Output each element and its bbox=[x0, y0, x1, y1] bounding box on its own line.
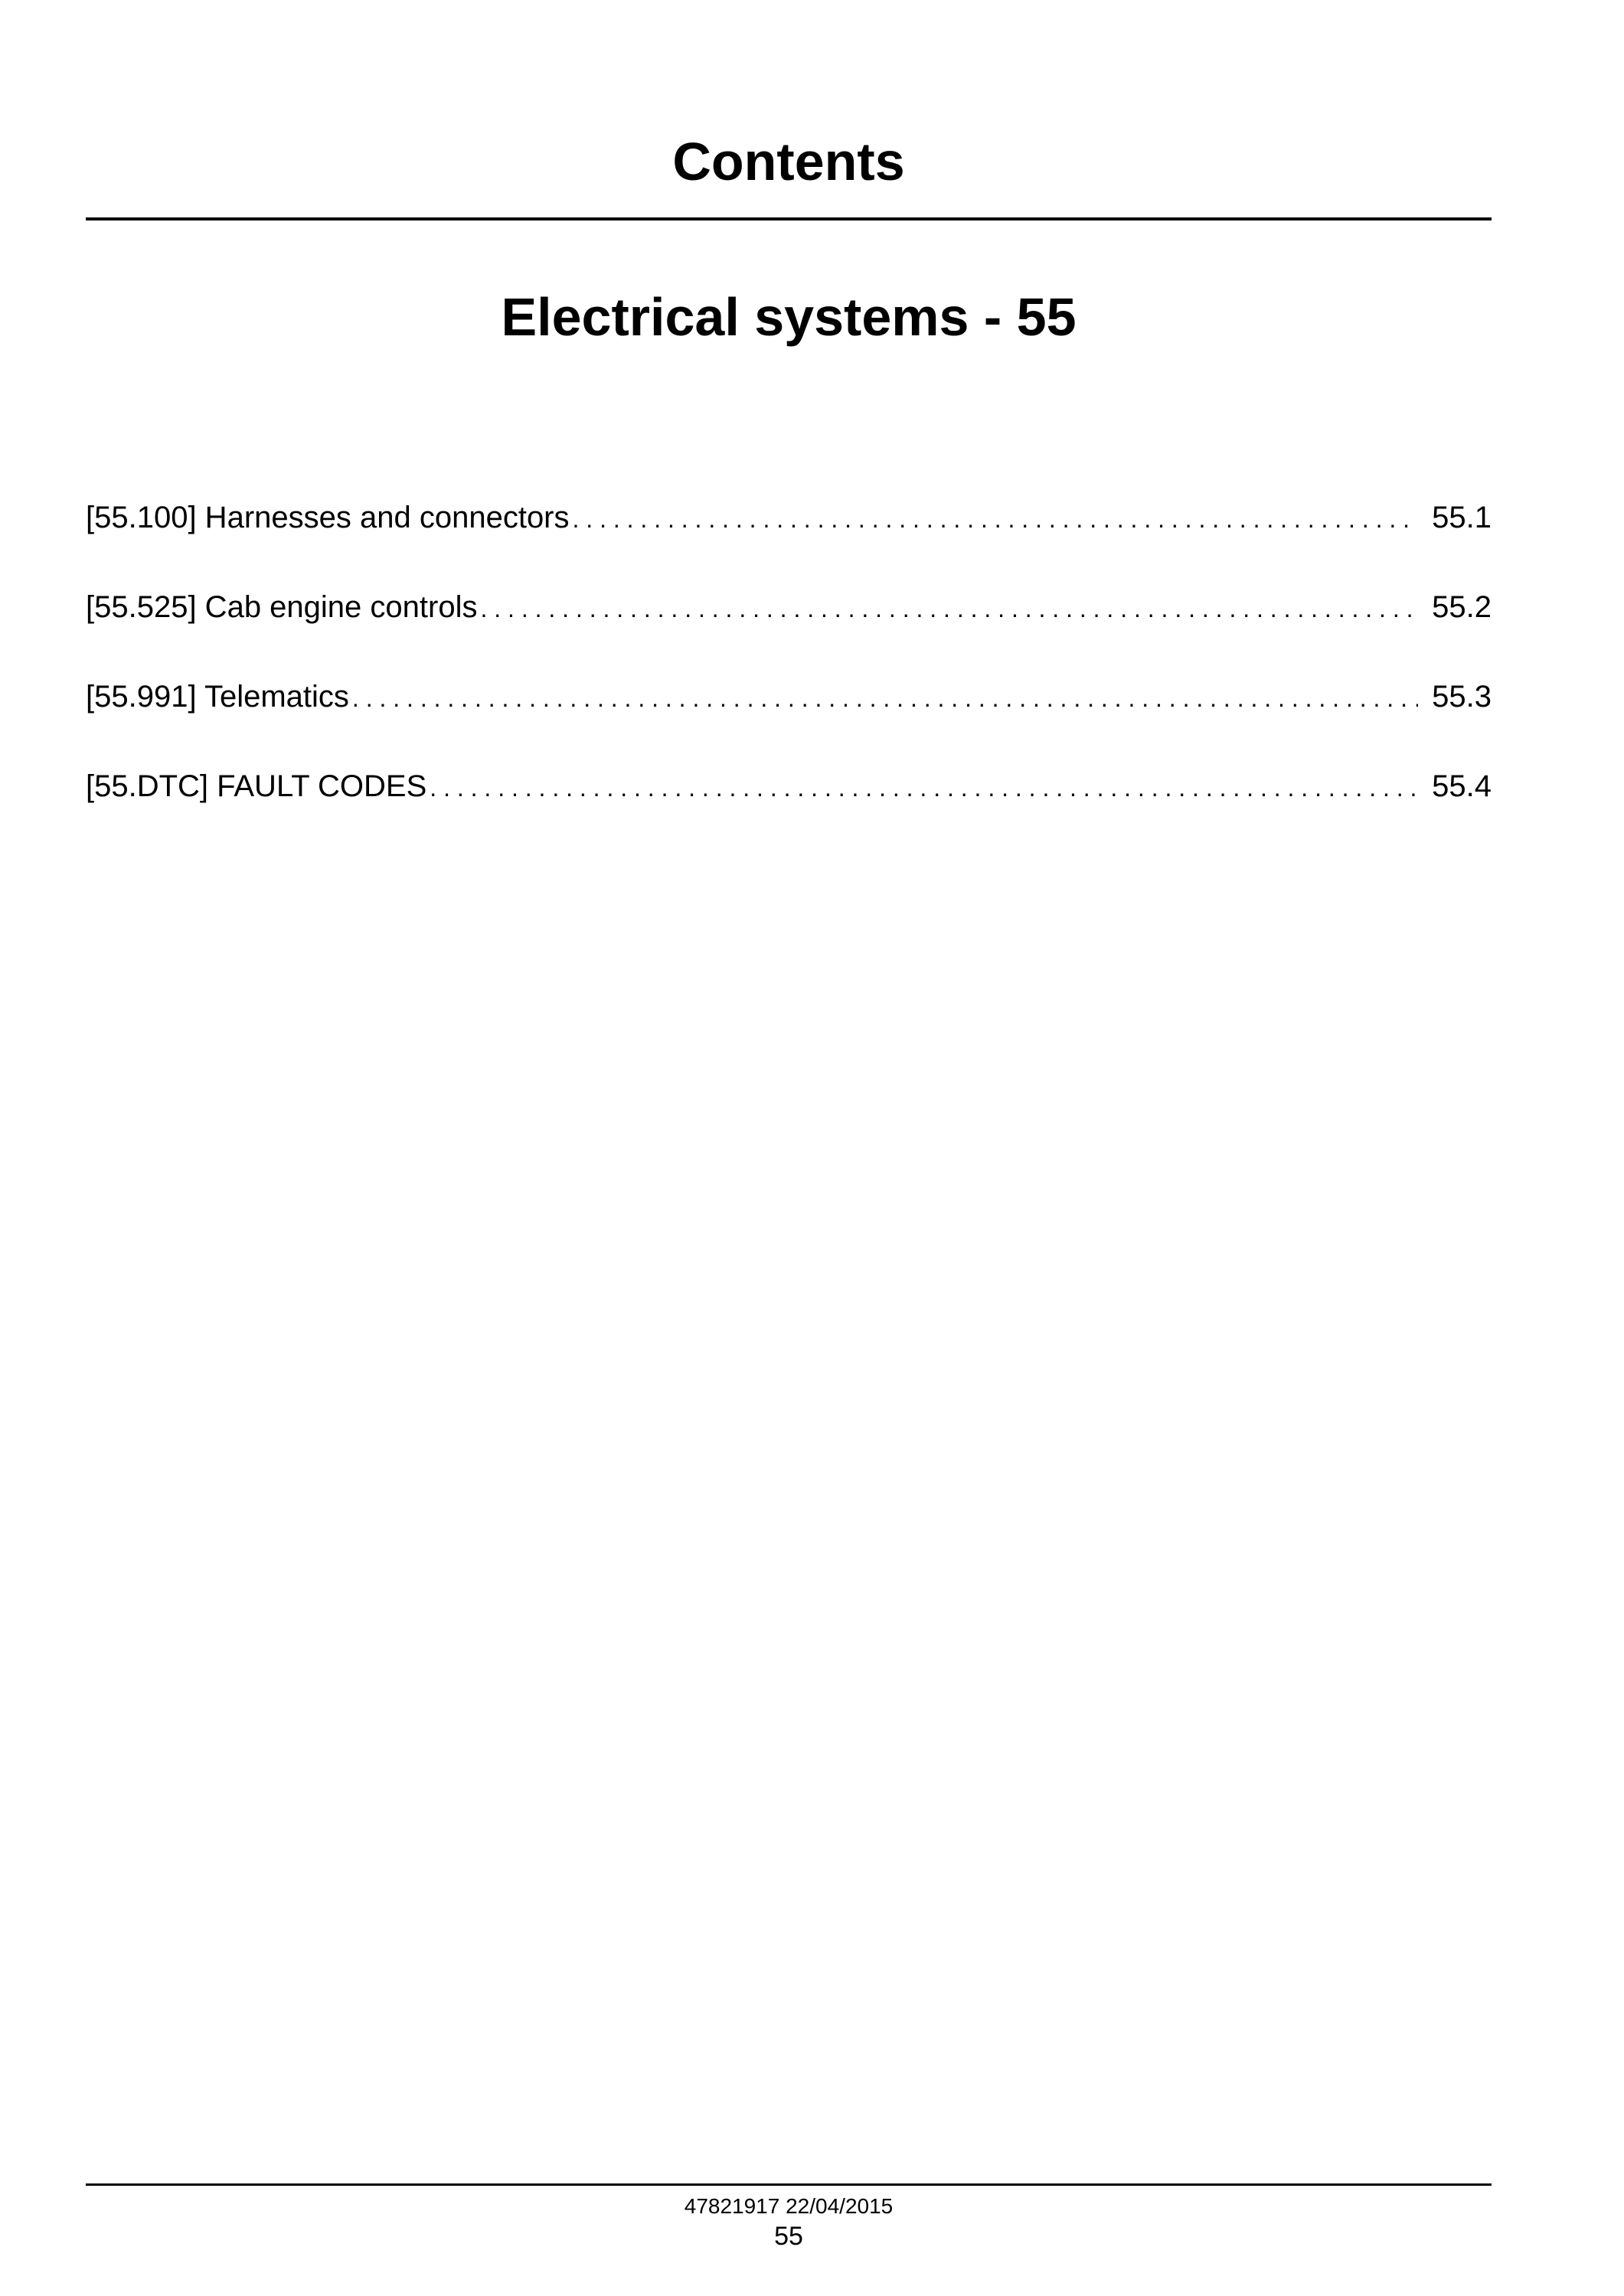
bottom-divider bbox=[86, 2183, 1492, 2186]
footer-page-number: 55 bbox=[774, 2222, 803, 2251]
toc-entry-page: 55.2 bbox=[1432, 590, 1492, 624]
toc-entry-page: 55.3 bbox=[1432, 680, 1492, 714]
toc-entry-label: [55.DTC] FAULT CODES bbox=[86, 769, 427, 803]
page-title: Contents bbox=[672, 132, 905, 191]
toc-entry-label: [55.100] Harnesses and connectors bbox=[86, 501, 570, 534]
toc-dot-leader bbox=[430, 776, 1418, 800]
footer-document-reference: 47821917 22/04/2015 bbox=[684, 2194, 894, 2218]
toc-entry-page: 55.1 bbox=[1432, 501, 1492, 534]
toc-dot-leader bbox=[480, 596, 1418, 621]
toc-entry[interactable] bbox=[86, 502, 1492, 592]
table-of-contents bbox=[86, 502, 1492, 861]
top-divider bbox=[86, 217, 1492, 220]
toc-dot-leader bbox=[573, 507, 1419, 531]
toc-entry-label: [55.991] Telematics bbox=[86, 680, 349, 714]
toc-entry[interactable] bbox=[86, 681, 1492, 771]
toc-entry[interactable] bbox=[86, 592, 1492, 681]
toc-entry[interactable] bbox=[86, 771, 1492, 861]
toc-entry-label: [55.525] Cab engine controls bbox=[86, 590, 478, 624]
toc-entry-page: 55.4 bbox=[1432, 769, 1492, 803]
toc-dot-leader bbox=[352, 686, 1418, 710]
section-title: Electrical systems - 55 bbox=[501, 287, 1077, 347]
